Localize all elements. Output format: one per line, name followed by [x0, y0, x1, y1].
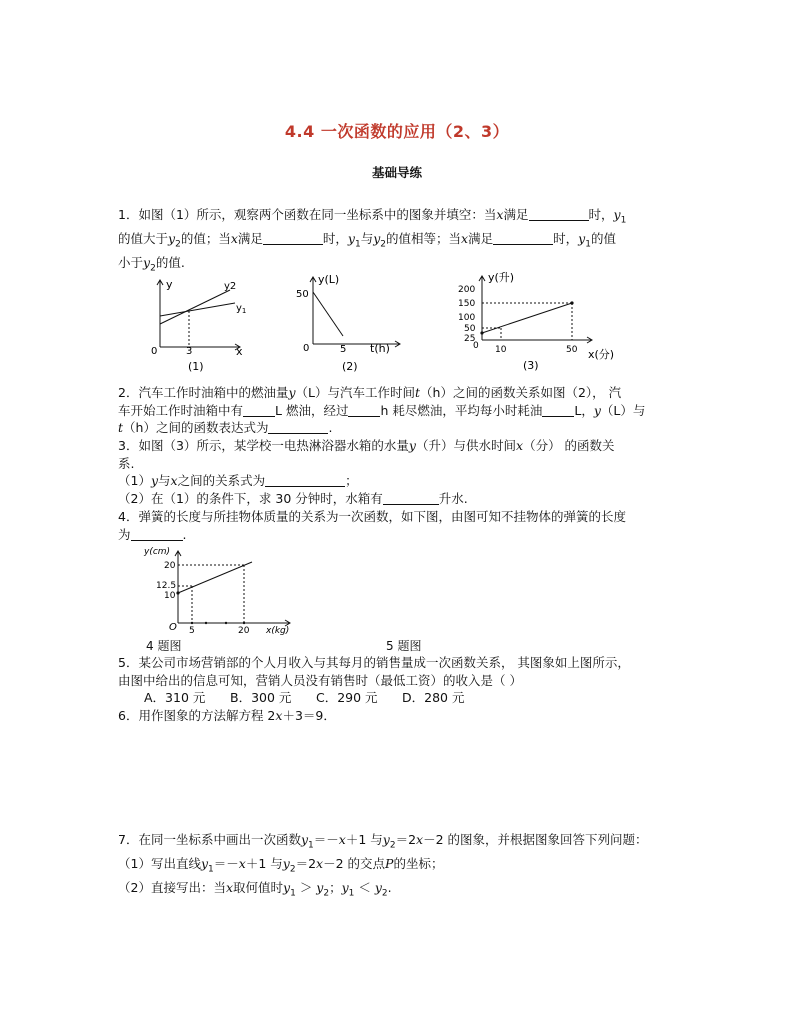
question-6: 6．用作图象的方法解方程 2x＋3＝9．	[118, 708, 336, 723]
fig2-caption: (2)	[342, 360, 358, 373]
fig3-xtick-10: 10	[495, 345, 507, 355]
fig3-ytick-150: 150	[458, 299, 476, 309]
fig3-ytick-25: 25	[464, 334, 476, 344]
page-title: 4.4 一次函数的应用（2、3）	[284, 122, 510, 141]
fig3-xtick-50: 50	[566, 345, 578, 355]
fig4-point-b	[225, 622, 227, 624]
fig4-x-label: x(kg)	[266, 626, 290, 636]
q2-line-3: t（h）之间的函数表达式为 .	[118, 420, 333, 435]
q5-option-c: C．290 元	[316, 690, 378, 705]
fig4-xtick-20: 20	[238, 626, 250, 636]
q1-line-1: 1．如图（1）所示，观察两个函数在同一坐标系中的图象并填空：当x满足 时，$y_1$	[118, 207, 627, 226]
fig2-xtick-5: 5	[340, 344, 347, 355]
figure-4-graph	[140, 543, 300, 638]
fig2-x-label: t(h)	[370, 342, 390, 355]
fig4-y-label: y(cm)	[144, 547, 171, 557]
q5-option-a: A．310 元	[144, 690, 206, 705]
q5-line-1: 5．某公司市场营销部的个人月收入与其每月的销售量成一次函数关系， 其图象如上图所示，	[118, 655, 630, 670]
q4-line-2: 为 .	[118, 526, 187, 542]
fig3-point-start	[480, 331, 483, 334]
fig1-x-label: x	[236, 345, 243, 358]
fig3-origin: 0	[473, 341, 479, 351]
q3-line-2: 系.	[118, 455, 135, 471]
fig1-label-y1: $y_1$	[236, 303, 247, 315]
fig3-point-end	[570, 301, 573, 304]
fig1-tick-3: 3	[186, 346, 193, 357]
fig1-line-y2	[160, 290, 230, 324]
q1-line-2: 的值大于$y_2$的值；当x满足 时，$y_1$与$y_2$的值相等；当x满足 时，$y_1$的值	[118, 231, 616, 250]
q1-line-3: 小于$y_2$的值.	[118, 255, 185, 274]
fig1-caption: (1)	[188, 360, 204, 373]
fig4-ytick-10: 10	[164, 591, 176, 601]
q7-sub-2: （2）直接写出：当x取何值时$y_1 > y_2$；$y_1 < y_2$.	[118, 880, 392, 899]
fig1-origin: 0	[151, 346, 158, 357]
fig4-caption: 4 题图	[146, 639, 182, 653]
q7-sub-1: （1）写出直线$y_1=-x+1$ 与$y_2=2x-2$ 的交点P的坐标；	[118, 856, 444, 875]
q3-sub-2: （2）在（1）的条件下，求 30 分钟时，水箱有 升水.	[118, 490, 468, 506]
fig1-y-label: y	[166, 278, 173, 291]
q2-line-1: 2．汽车工作时油箱中的燃油量y（L）与汽车工作时间t（h）之间的函数关系如图（2）， 汽	[118, 385, 622, 400]
q5-option-d: D．280 元	[402, 690, 465, 705]
fig3-ytick-100: 100	[458, 313, 476, 323]
question-2	[118, 384, 688, 437]
fig2-line	[313, 292, 343, 336]
q3-sub-1: （1）y与x之间的关系式为 ；	[118, 473, 358, 488]
fig3-x-label: x(分)	[588, 348, 615, 361]
q2-line-2: 车开始工作时油箱中有 L 燃油，经过 h 耗尽燃油，平均每小时耗油 L，y（L）与	[118, 402, 646, 418]
q5-options	[118, 689, 688, 707]
q5-option-b: B．300 元	[230, 690, 292, 705]
q5-line-2: 由图中给出的信息可知，营销人员没有销售时（最低工资）的收入是（ ）	[118, 672, 522, 688]
fig4-origin: O	[169, 622, 177, 633]
fig3-caption: (3)	[523, 359, 539, 372]
q7-line-1: 7．在同一坐标系中画出一次函数$y_1=-x+1$ 与$y_2=2x-2$ 的图象，并根据图象回答下列问题：	[118, 832, 648, 851]
fig2-ytick-50: 50	[296, 289, 309, 300]
question-4	[118, 508, 688, 543]
fig1-line-y1	[160, 303, 235, 316]
q4-line-1: 4．弹簧的长度与所挂物体质量的关系为一次函数，如下图，由图可知不挂物体的弹簧的长度	[118, 509, 626, 524]
figure-2-graph	[290, 272, 405, 377]
fig4-point-start	[176, 591, 179, 594]
question-5	[118, 654, 688, 707]
fig3-y-label: y(升)	[488, 271, 515, 284]
fig4-xtick-5: 5	[189, 626, 195, 636]
section-subtitle: 基础导练	[371, 165, 422, 180]
fig4-point-20	[243, 622, 245, 624]
question-7	[118, 831, 688, 903]
fig5-caption: 5 题图	[386, 639, 422, 653]
fig4-point-5	[191, 622, 193, 624]
fig4-ytick-20: 20	[164, 561, 176, 571]
fig4-point-a	[205, 622, 207, 624]
fig3-ytick-200: 200	[458, 285, 476, 295]
fig2-origin: 0	[303, 343, 310, 354]
figure-3-graph	[452, 268, 642, 378]
fig2-y-label: y(L)	[318, 273, 340, 286]
fig1-label-y2: y2	[224, 281, 237, 292]
fig4-line	[178, 562, 252, 593]
q3-line-1: 3．如图（3）所示，某学校一电热淋浴器水箱的水量y（升）与供水时间x（分） 的函数关	[118, 438, 615, 453]
figure-1-graph	[140, 272, 260, 377]
fig3-ytick-50: 50	[464, 324, 476, 334]
fig4-ytick-12-5: 12.5	[156, 581, 177, 591]
question-3	[118, 437, 688, 507]
